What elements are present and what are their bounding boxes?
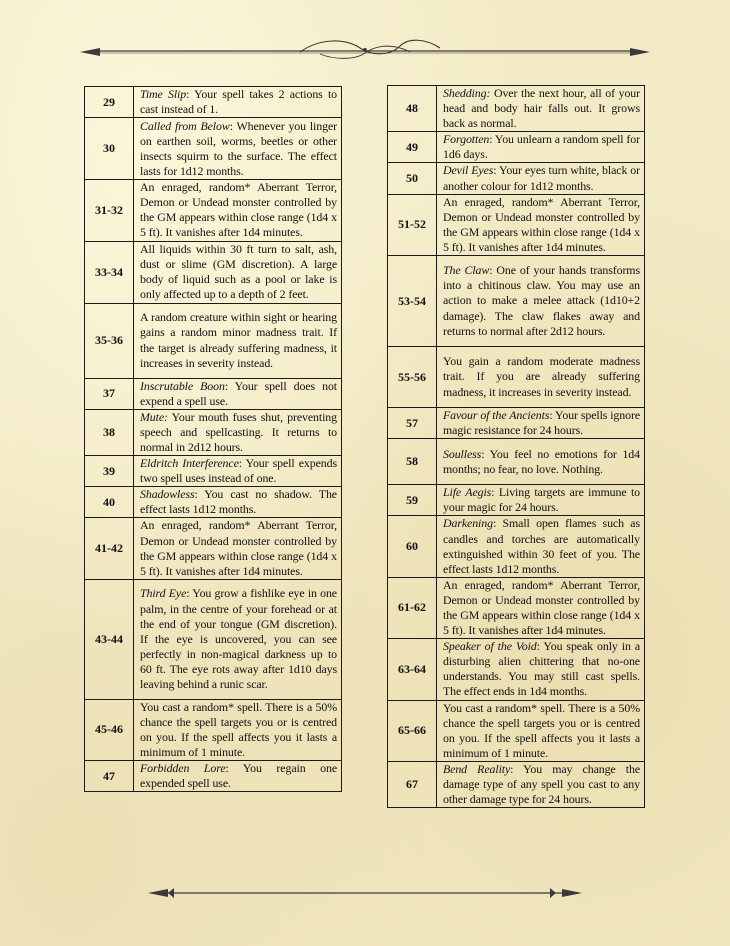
- roll-number: 65-66: [388, 700, 437, 761]
- roll-number: 29: [85, 87, 134, 118]
- table-row: [85, 378, 342, 409]
- table-row: [388, 194, 645, 255]
- effect-description: [437, 639, 645, 700]
- right-table-column: [387, 85, 645, 808]
- effect-text: : Living targets are immune to your magic for 24 hours.: [443, 485, 640, 515]
- table-row: [388, 439, 645, 485]
- effect-description: [134, 761, 342, 792]
- effect-description: [437, 577, 645, 638]
- effect-title: Eldritch Interference: [140, 456, 239, 471]
- effect-text: : Your eyes turn white, black or another colour for 1d12 months.: [443, 163, 640, 193]
- effect-title: Third Eye: [140, 586, 187, 601]
- roll-number: 31-32: [85, 180, 134, 241]
- effect-title: Life Aegis: [443, 485, 492, 500]
- table-row: [85, 303, 342, 378]
- effect-text: : Your spell expends two spell uses instead of one.: [140, 456, 337, 486]
- table-row: [388, 132, 645, 163]
- roll-number: 57: [388, 408, 437, 439]
- table-row: [388, 485, 645, 516]
- effect-text: You gain a random moderate madness trait. If you are already suffering madness, it increases in severity instead.: [443, 354, 640, 399]
- effect-title: Shadowless: [140, 487, 195, 502]
- effect-text: : You may change the damage type of any spell you cast to any other damage type for 24 hours.: [443, 761, 640, 807]
- table-row: [85, 699, 342, 760]
- table-row: [388, 256, 645, 347]
- effect-description: [134, 456, 342, 487]
- effect-text: : You regain one expended spell use.: [140, 761, 337, 791]
- roll-number: 55-56: [388, 347, 437, 408]
- table-row: [388, 700, 645, 761]
- effect-text: : You grow a fishlike eye in one palm, in the centre of your forehead or at the end of your tongue (GM discretion). If the eye is uncovered, you can see perfectly in non-magical darkness up to 60 ft. The eye rots away after 1d10 days leaving behind a runic scar.: [140, 586, 337, 692]
- effect-description: [437, 408, 645, 439]
- effect-text: : Your spell does not expend a spell use.: [140, 378, 337, 408]
- effect-description: [437, 163, 645, 194]
- effect-description: [134, 180, 342, 241]
- effect-description: [437, 700, 645, 761]
- roll-number: 58: [388, 439, 437, 485]
- effect-title: Devil Eyes: [443, 163, 494, 178]
- effect-description: [437, 194, 645, 255]
- table-row: [85, 761, 342, 792]
- effect-text: : Your spells ignore magic resistance for 24 hours.: [443, 408, 640, 438]
- effect-description: [134, 118, 342, 180]
- top-ornament-divider: [0, 34, 730, 62]
- effect-description: [437, 485, 645, 516]
- effect-title: Called from Below: [140, 118, 230, 133]
- roll-number: 30: [85, 118, 134, 180]
- table-row: [388, 86, 645, 132]
- effect-text: All liquids within 30 ft turn to salt, ash, dust or slime (GM discretion). A large body of liquid such as a pool or lake is only affected up to a depth of 2 feet.: [140, 241, 337, 302]
- effect-description: [134, 699, 342, 760]
- effect-description: [437, 439, 645, 485]
- effect-text: : You cast no shadow. The effect lasts 1d12 months.: [140, 487, 337, 517]
- roll-number: 40: [85, 487, 134, 518]
- roll-number: 47: [85, 761, 134, 792]
- effect-description: [437, 347, 645, 408]
- effect-text: : One of your hands transforms into a chitinous claw. You may use an action to make a melee attack (1d10+2 damage). The claw flakes away and returns to normal after 2d12 hours.: [443, 263, 640, 338]
- effect-title: Time Slip: [140, 87, 187, 101]
- effect-title: Soulless: [443, 446, 482, 461]
- effect-description: [437, 86, 645, 132]
- effect-text: You cast a random* spell. There is a 50% chance the spell targets you or is centred on you. If the spell affects you it lasts a minimum of 1 minute.: [140, 699, 337, 760]
- roll-number: 63-64: [388, 639, 437, 700]
- effect-text: A random creature within sight or hearing gains a random minor madness trait. If the target is already suffering madness, it increases in severity instead.: [140, 310, 337, 370]
- roll-number: 50: [388, 163, 437, 194]
- effect-text: An enraged, random* Aberrant Terror, Demon or Undead monster controlled by the GM appears within close range (1d4 x 5 ft). It vanishes after 1d4 minutes.: [443, 577, 640, 638]
- table-row: [388, 408, 645, 439]
- bottom-ornament-divider: [0, 882, 730, 904]
- effect-title: Speaker of the Void: [443, 639, 537, 654]
- roll-number: 67: [388, 761, 437, 807]
- roll-number: 33-34: [85, 241, 134, 303]
- roll-number: 53-54: [388, 256, 437, 347]
- roll-number: 59: [388, 485, 437, 516]
- effect-text: : Your spell takes 2 actions to cast instead of 1.: [140, 87, 338, 117]
- effect-description: [437, 256, 645, 347]
- table-row: [388, 516, 645, 577]
- effect-text: An enraged, random* Aberrant Terror, Demon or Undead monster controlled by the GM appears within close range (1d4 x 5 ft). It vanishes after 1d4 minutes.: [140, 518, 337, 578]
- effect-title: Bend Reality: [443, 761, 511, 776]
- effect-description: [134, 518, 342, 579]
- table-row: [85, 241, 342, 303]
- effect-description: [437, 516, 645, 577]
- table-row: [388, 347, 645, 408]
- table-row: [85, 87, 342, 118]
- effect-description: [437, 761, 645, 807]
- roll-number: 38: [85, 409, 134, 455]
- effect-title: Forgotten: [443, 132, 490, 147]
- table-row: [85, 180, 342, 241]
- roll-number: 35-36: [85, 303, 134, 378]
- table-row: [388, 163, 645, 194]
- effect-description: [437, 132, 645, 163]
- effect-title: Mute:: [140, 409, 168, 424]
- roll-number: 41-42: [85, 518, 134, 579]
- effect-title: Forbidden Lore: [140, 761, 226, 776]
- roll-number: 43-44: [85, 579, 134, 699]
- table-row: [85, 118, 342, 180]
- effect-text: : You unlearn a random spell for 1d6 days.: [443, 132, 640, 162]
- roll-number: 51-52: [388, 194, 437, 255]
- effect-description: [134, 378, 342, 409]
- effect-description: [134, 241, 342, 303]
- effect-text: You cast a random* spell. There is a 50% chance the spell targets you or is centred on you. If the spell affects you it lasts a minimum of 1 minute.: [443, 700, 640, 760]
- table-row: [388, 761, 645, 807]
- effect-text: Your mouth fuses shut, preventing speech and spellcasting. It returns to normal in 2d12 hours.: [140, 409, 337, 454]
- effect-text: An enraged, random* Aberrant Terror, Demon or Undead monster controlled by the GM appears within close range (1d4 x 5 ft). It vanishes after 1d4 minutes.: [443, 194, 640, 254]
- effect-description: [134, 487, 342, 518]
- effect-title: Darkening: [443, 516, 493, 531]
- roll-number: 45-46: [85, 699, 134, 760]
- effect-title: The Claw: [443, 263, 490, 278]
- effect-description: [134, 303, 342, 378]
- left-table-column: [84, 86, 342, 792]
- table-row: [85, 456, 342, 487]
- effect-text: Over the next hour, all of your head and body hair falls out. It grows back as normal.: [443, 86, 640, 131]
- table-row: [85, 518, 342, 579]
- table-row: [85, 487, 342, 518]
- roll-number: 37: [85, 378, 134, 409]
- left-effects-table: [84, 86, 342, 792]
- effect-title: Favour of the Ancients: [443, 408, 550, 423]
- effect-title: Shedding:: [443, 86, 491, 100]
- table-row: [85, 409, 342, 455]
- effect-description: [134, 579, 342, 699]
- table-row: [85, 579, 342, 699]
- effect-text: : You feel no emotions for 1d4 months; no fear, no love. Nothing.: [443, 446, 640, 476]
- roll-number: 48: [388, 86, 437, 132]
- effect-description: [134, 87, 342, 118]
- roll-number: 39: [85, 456, 134, 487]
- table-row: [388, 577, 645, 638]
- effect-text: An enraged, random* Aberrant Terror, Demon or Undead monster controlled by the GM appears within close range (1d4 x 5 ft). It vanishes after 1d4 minutes.: [140, 180, 337, 240]
- roll-number: 61-62: [388, 577, 437, 638]
- roll-number: 60: [388, 516, 437, 577]
- effect-description: [134, 409, 342, 455]
- effect-title: Inscrutable Boon: [140, 378, 225, 393]
- table-row: [388, 639, 645, 700]
- effect-text: : Whenever you linger on earthen soil, worms, beetles or other insects squirm to the surface. The effect lasts for 1d12 months.: [140, 118, 337, 178]
- effect-text: : Small open flames such as candles and torches are automatically extinguished within 30 feet of you. The effect lasts 1d12 months.: [443, 516, 640, 576]
- effect-text: : You speak only in a disturbing alien chittering that no-one understands. You may still cast spells. The effect ends in 1d4 months.: [443, 639, 641, 699]
- roll-number: 49: [388, 132, 437, 163]
- right-effects-table: [387, 85, 645, 808]
